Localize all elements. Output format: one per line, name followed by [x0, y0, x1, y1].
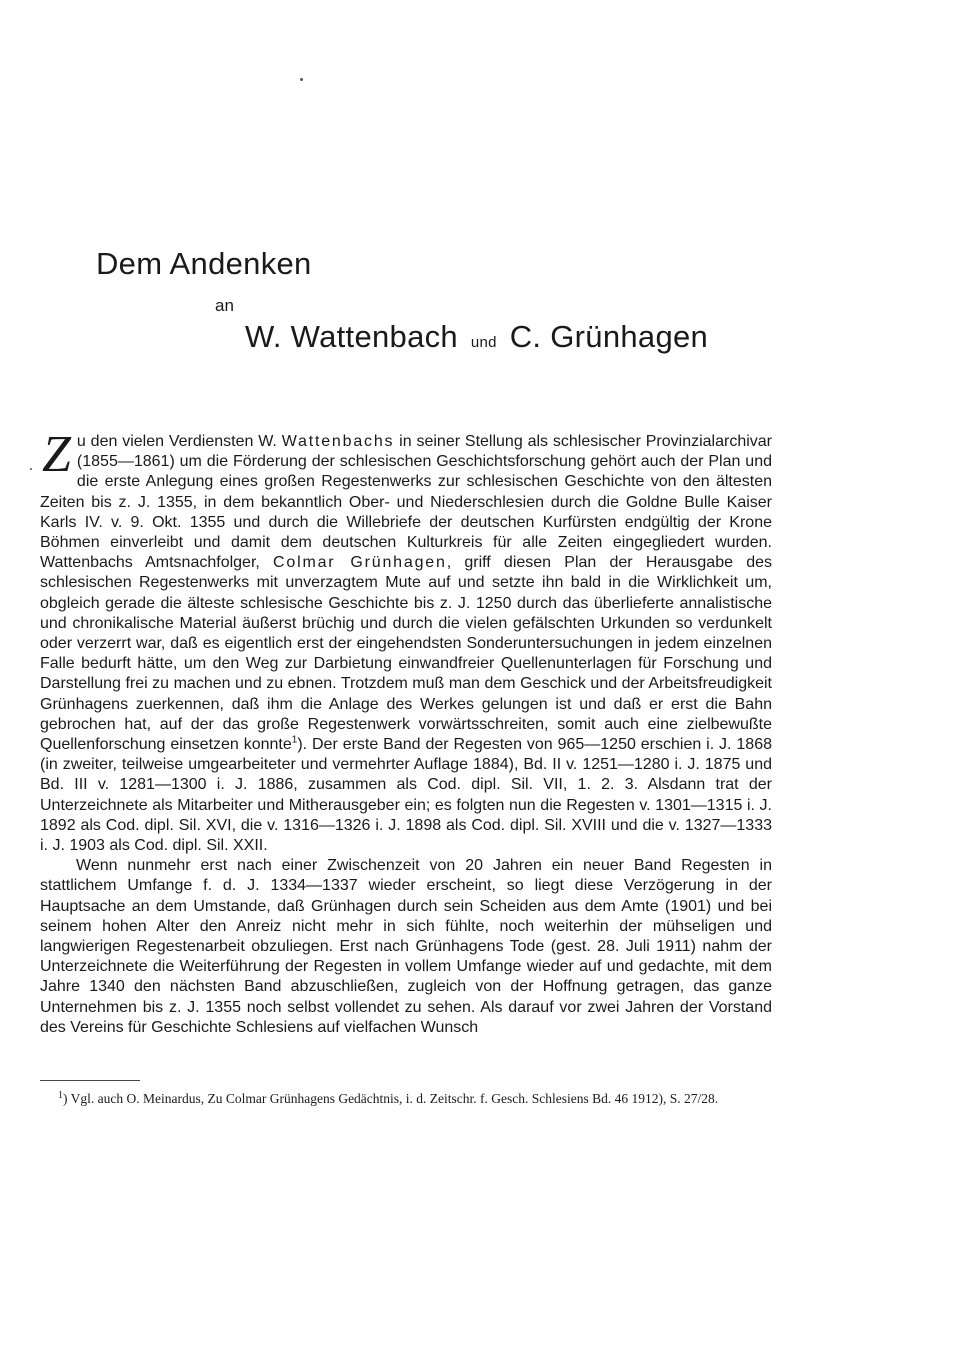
- dedication-connector: und: [470, 334, 497, 351]
- paragraph-1-text-a: u den vielen Verdiensten W.: [76, 433, 282, 450]
- footnote-mark: 1: [58, 1089, 63, 1101]
- footnote-ref: 1: [291, 734, 298, 746]
- paragraph-1-text-d: ). Der erste Band der Regesten von 965—1250 erschien i. J. 1868 (in zweiter, teilweise umgearbeiteter und vermehrter Auflage 1884), Bd. II v. 1251—1280 i. J. 1875 und Bd. III v. 1281—1300 i. J. 1886, zusammen als Cod. dipl. Sil. VII, 1. 2. 3. Alsdann trat der Unterzeichnete als Mitarbeiter und Mitherausgeber ein; es folgten nun die Regesten v. 1301—1315 i. J. 1892 als Cod. dipl. Sil. XVI, die v. 1316—1326 i. J. 1898 als Cod. dipl. Sil. XVIII und die v. 1327—1333 i. J. 1903 als Cod. dipl. Sil. XXII.: [40, 736, 773, 855]
- spaced-name-wattenbachs: Wattenbachs: [281, 433, 395, 450]
- body-text: [40, 426, 773, 1038]
- paragraph-1-text-b: in seiner Stellung als schlesischer Provinzialarchivar (1855—1861) um die Förderung der schlesischen Geschichtsforschung gehört auch der Plan und die erste Anlegung eines großen Regestenwerks zur schlesischen Geschichte von den ältesten Zeiten bis z. J. 1355, in dem bekanntlich Ober- und Niederschlesien durch die Goldne Bulle Kaiser Karls IV. v. 9. Okt. 1355 und durch die Willebriefe der deutschen Kurfürsten endgültig der Krone Böhmen einverleibt und damit dem deutschen Kulturkreis für alle Zeiten eingegliedert wurden. Wattenbachs Amtsnachfolger,: [40, 433, 773, 572]
- scan-speck: [300, 78, 303, 81]
- drop-cap: Z: [42, 426, 71, 483]
- scan-speck: [30, 468, 32, 470]
- paragraph-2: Wenn nunmehr erst nach einer Zwischenzeit von 20 Jahren ein neuer Band Regesten in stattlichem Umfange f. d. J. 1334—1337 wieder erscheint, so liegt diese Verzögerung in der Hauptsache an dem Umstande, daß Grünhagen durch sein Scheiden aus dem Amte (1901) und bei seinem hohen Alter den Anreiz nicht mehr in sich fühlte, noch weiterhin der mühseligen und langwierigen Regestenarbeit obzuliegen. Erst nach Grünhagens Tode (gest. 28. Juli 1911) nahm der Unterzeichnete die Weiterführung der Regesten in vollem Umfange wieder auf und gedachte, mit dem Jahre 1340 den nächsten Band abzuschließen, zugleich von der Hoffnung getragen, das ganze Unternehmen bis z. J. 1355 noch selbst vollendet zu sehen. Als darauf vor zwei Jahren der Vorstand des Vereins für Geschichte Schlesiens auf vielfachen Wunsch: [40, 857, 772, 1036]
- paragraph-1-text-c: , griff diesen Plan der Herausgabe des schlesischen Regestenwerks mit unverzagtem Mute auf und setzte ihn bald in die Wirklichkeit um, obgleich gerade die älteste schlesische Geschichte bis z. J. 1250 durch das überlieferte annalistische und chronikalische Material äußerst brüchig und durch die vielen gefälschten Urkunden so verdunkelt oder verzerrt war, daß es eigentlich erst der eingehendsten Sonderuntersuchungen in jedem einzelnen Falle bedurft hätte, um den Weg zur Darbietung einwandfreier Quellenunterlagen für Forschung und Darstellung frei zu machen und zu ebnen. Trotzdem muß man dem Geschick und der Arbeitsfreudigkeit Grünhagens zuerkennen, daß ihm die Anlage des Werkes gelungen ist und daß er erst die Bahn gebrochen hat, auf der das große Regestenwerk vorwärtsschreiten, somit auch eine zielbewußte Quellenforschung einsetzen konnte: [40, 554, 773, 754]
- spaced-name-gruenhagen: Colmar Grünhagen: [273, 554, 447, 572]
- footnote-text: ) Vgl. auch O. Meinardus, Zu Colmar Grünhagens Gedächtnis, i. d. Zeitschr. f. Gesch. Schlesiens Bd. 46 1912), S. 27/28.: [63, 1091, 719, 1106]
- dedication-name-gruenhagen: C. Grünhagen: [509, 319, 709, 354]
- dedication-title: Dem Andenken: [96, 246, 312, 281]
- dedication-preposition: an: [215, 296, 234, 315]
- footnote: [40, 1089, 772, 1108]
- dedication-name-wattenbach: W. Wattenbach: [245, 319, 458, 354]
- paragraph-1: [40, 426, 773, 856]
- footnote-divider: [40, 1080, 140, 1081]
- dedication-names: [245, 319, 708, 355]
